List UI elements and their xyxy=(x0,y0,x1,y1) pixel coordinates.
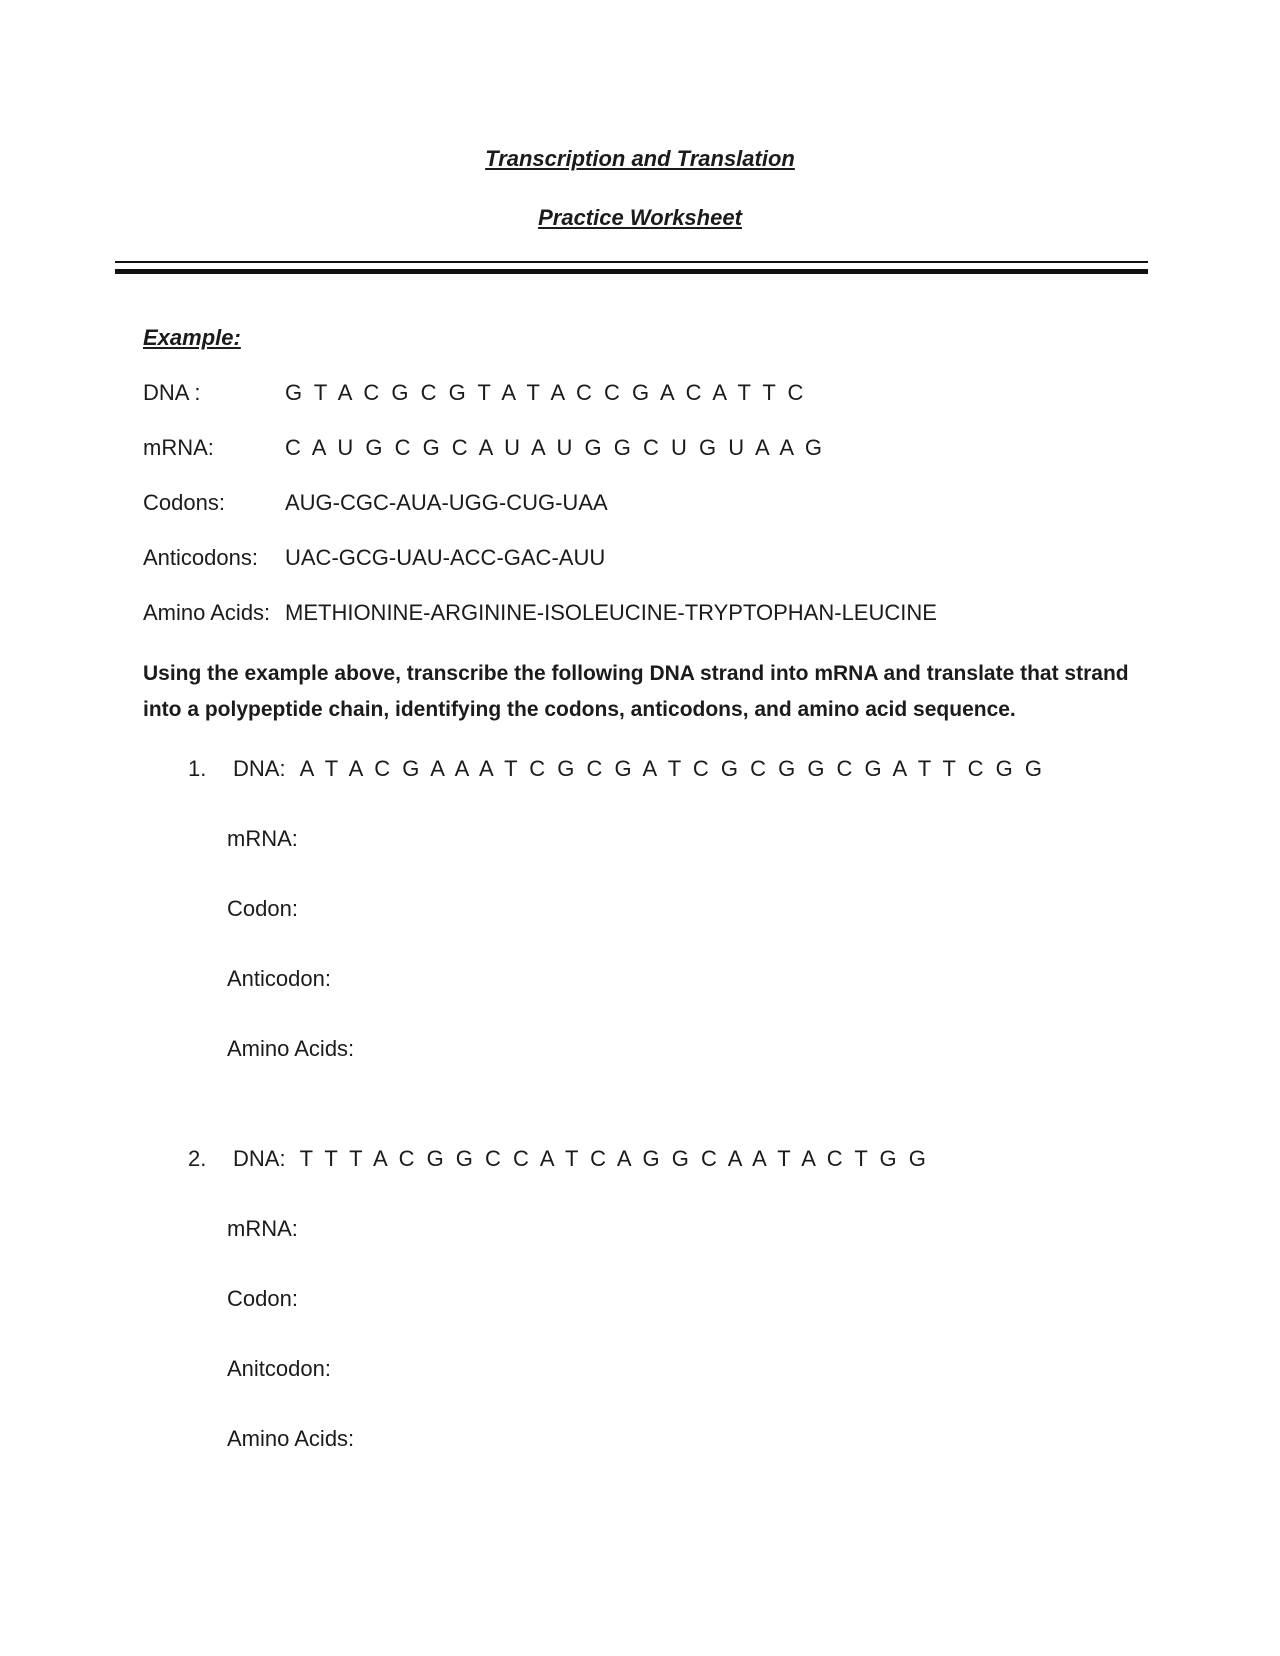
example-row-amino-acids xyxy=(143,599,1180,626)
question-1-mrna-label: mRNA: xyxy=(227,826,298,851)
question-2-dna-sequence: T T T A C G G C C A T C A G G C A A T A C T G G xyxy=(299,1146,929,1171)
example-row-anticodons xyxy=(143,544,1180,571)
divider-thick-line xyxy=(115,269,1148,274)
question-1-anticodon-label: Anticodon: xyxy=(227,966,331,991)
example-amino-acids-value: METHIONINE-ARGININE-ISOLEUCINE-TRYPTOPHAN-LEUCINE xyxy=(285,600,937,625)
instructions-paragraph: Using the example above, transcribe the following DNA strand into mRNA and translate that strand into a polypeptide chain, identifying the codons, anticodons, and amino acid sequence. xyxy=(143,662,1129,721)
example-codons-label: Codons: xyxy=(143,490,225,515)
question-2-dna-label: DNA: xyxy=(233,1146,286,1171)
question-1-amino-acids-label: Amino Acids: xyxy=(227,1036,355,1061)
question-2 xyxy=(143,1145,1180,1452)
document-header xyxy=(0,0,1280,231)
example-row-mrna xyxy=(143,434,1180,461)
example-amino-acids-label: Amino Acids: xyxy=(143,600,271,625)
example-row-codons xyxy=(143,489,1180,516)
divider-thin-line xyxy=(115,261,1148,263)
question-1-dna-line xyxy=(143,755,1180,782)
example-mrna-label: mRNA: xyxy=(143,435,214,460)
question-2-amino-acids-label: Amino Acids: xyxy=(227,1426,355,1451)
question-2-codon-label: Codon: xyxy=(227,1286,298,1311)
example-heading: Example: xyxy=(143,325,241,350)
worksheet-body xyxy=(0,324,1280,1452)
question-1-number: 1. xyxy=(188,756,207,781)
example-block xyxy=(143,379,1180,626)
question-2-anitcodon-label: Anitcodon: xyxy=(227,1356,331,1381)
question-1-dna-label: DNA: xyxy=(233,756,286,781)
example-row-dna xyxy=(143,379,1180,406)
question-2-mrna-label: mRNA: xyxy=(227,1216,298,1241)
example-dna-sequence: G T A C G C G T A T A C C G A C A T T C xyxy=(285,380,807,405)
question-1 xyxy=(143,755,1180,1062)
page-title-line2: Practice Worksheet xyxy=(538,205,742,230)
example-codons-value: AUG-CGC-AUA-UGG-CUG-UAA xyxy=(285,490,608,515)
example-anticodons-label: Anticodons: xyxy=(143,545,258,570)
question-2-number: 2. xyxy=(188,1146,207,1171)
example-dna-label: DNA : xyxy=(143,380,201,405)
example-anticodons-value: UAC-GCG-UAU-ACC-GAC-AUU xyxy=(285,545,606,570)
question-2-dna-line xyxy=(143,1145,1180,1172)
header-divider xyxy=(115,261,1148,274)
question-1-dna-sequence: A T A C G A A A T C G C G A T C G C G G C G A T T C G G xyxy=(299,756,1045,781)
example-mrna-sequence: C A U G C G C A U A U G G C U G U A A G xyxy=(285,435,826,460)
question-1-codon-label: Codon: xyxy=(227,896,298,921)
page-title-line1: Transcription and Translation xyxy=(485,146,795,171)
